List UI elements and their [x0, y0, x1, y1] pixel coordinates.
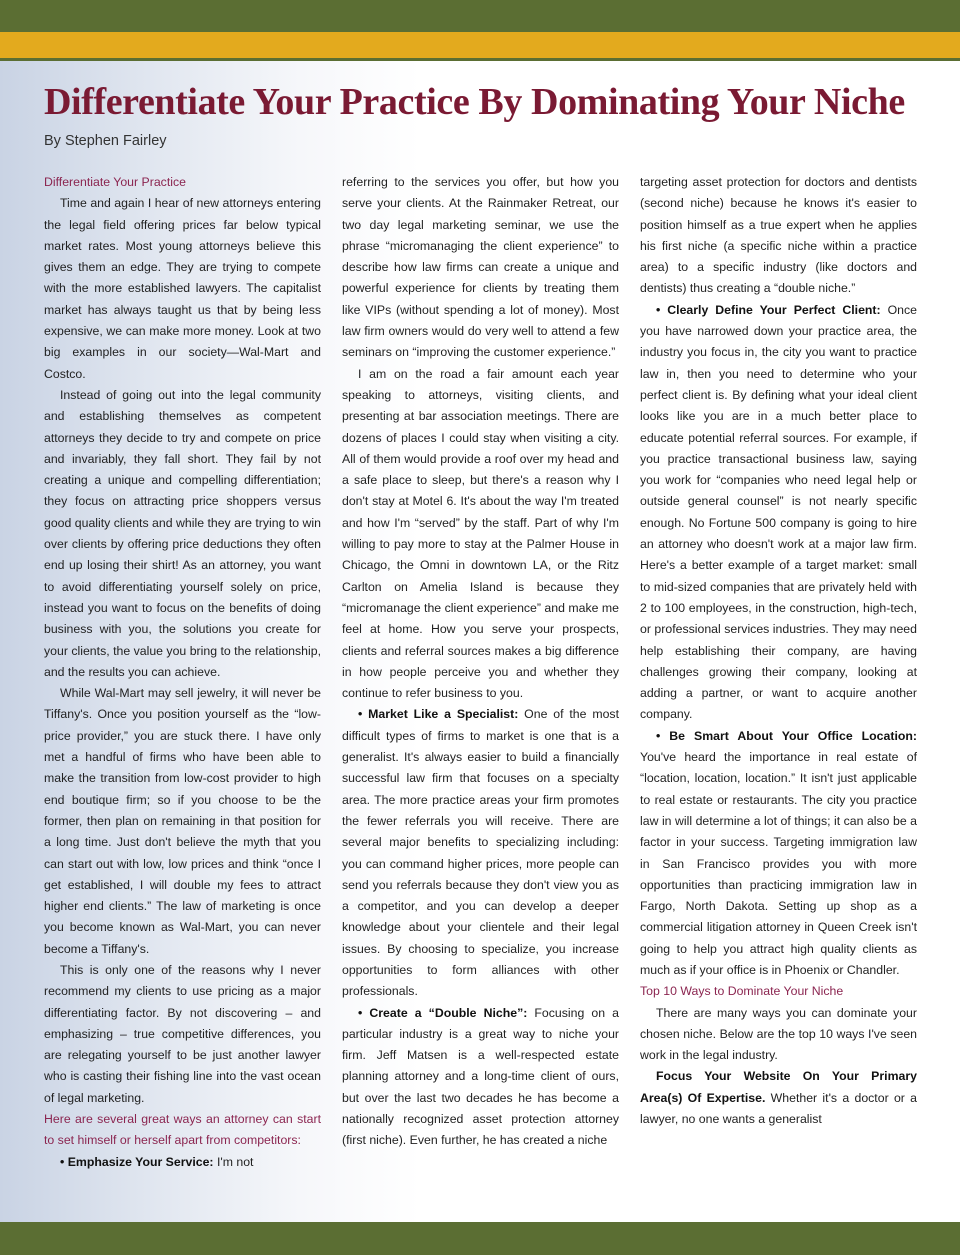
column-1: [44, 172, 321, 1196]
bullet-paragraph: [342, 704, 619, 1002]
bullet-paragraph: [640, 726, 917, 982]
section-heading: Here are several great ways an attorney can start to set himself or herself apart from competitors:: [44, 1112, 321, 1148]
footer-band: [0, 1222, 960, 1255]
header-band-green: [0, 0, 960, 32]
paragraph: I am on the road a fair amount each year speaking to attorneys, visiting clients, and presenting at bar association meetings. There are dozens of places I could stay when visiting a city. All of them would provide a roof over my head and a safe place to sleep, but there's a reason why I don't stay at Motel 6. It's about the way I'm treated and how I'm “served” by the staff. Part of why I'm willing to pay more to stay at the Palmer House in Chicago, the Omni in downtown LA, or the Ritz Carlton on Amelia Island is because they “micromanage the client experience” and make me feel at home. How you serve your prospects, clients and referral sources makes a big difference in how people perceive you and whether they continue to refer business to you.: [342, 366, 619, 701]
bullet-text: One of the most difficult types of firms to market is one that is a generalist. It's always easier to build a financially successful law firm that focuses on a specialty area. The more practice areas your firm promotes the fewer referrals you will receive. There are several major benefits to specializing including: you can command higher prices, more people can send you referrals because they don't view you as a competitor, and you can develop a deeper knowledge about your clientele and their legal issues. By choosing to specialize, you increase opportunities to form alliances with other professionals.: [342, 707, 619, 999]
bullet-lead: Focus Your Website On Your Primary Area(s) Of Expertise.: [640, 1069, 917, 1105]
bullet-paragraph: [640, 1066, 917, 1130]
bullet-paragraph: [342, 1003, 619, 1152]
paragraph: While Wal-Mart may sell jewelry, it will never be Tiffany's. Once you position yourself as the “low-price provider,” you are stuck there. I have only met a handful of firms who have been able to make the transition from low-cost provider to high end boutique firm; so if you choose to be the former, then plan on remaining in that position for a long time. Just don't believe the myth that you can start out with low, low prices and think “once I get established, I will double my fees to attract higher end clients.” The law of marketing is once you become known as Wal-Mart, you can never become a Tiffany's.: [44, 686, 321, 956]
section-heading: Differentiate Your Practice: [44, 175, 186, 189]
section-heading: Top 10 Ways to Dominate Your Niche: [640, 984, 844, 999]
paragraph: Time and again I hear of new attorneys entering the legal field offering prices far below typical market rates. Most young attorneys believe this gives them an edge. They are trying to compete with the more established lawyers. The capitalist market has always taught us that by being less expensive, we can make more money. Look at two big examples in our society—Wal-Mart and Costco.: [44, 196, 321, 381]
bullet-lead: • Clearly Define Your Perfect Client:: [656, 302, 881, 317]
bullet-lead: • Emphasize Your Service:: [60, 1154, 214, 1169]
paragraph: targeting asset protection for doctors and dentists (second niche) because he knows it's easier to position himself as a true expert when he applies his first niche (a specific niche within a practice area) to a specific industry (like doctors and dentists) thus creating a “double niche.”: [640, 175, 917, 296]
header-band-gold: [0, 32, 960, 58]
column-2: [342, 172, 619, 1196]
bullet-lead: • Market Like a Specialist:: [358, 707, 519, 722]
paragraph: This is only one of the reasons why I never recommend my clients to use pricing as a major differentiating factor. By not discovering – and emphasizing – true competitive differences, you are relegating yourself to be just another lawyer who is casting their fishing line into the vast ocean of legal marketing.: [44, 962, 321, 1105]
article-byline: By Stephen Fairley: [44, 133, 167, 149]
column-3: [640, 172, 917, 1196]
bullet-text: Whether it's a doctor or a lawyer, no one wants a generalist: [640, 1090, 917, 1127]
bullet-text: Once you have narrowed down your practice area, the industry you focus in, the city you want to practice law in, then you need to determine who your perfect client is. By defining what your ideal client looks like you are in a much better place to educate potential referral sources. For example, if you practice transactional business law, saying you work for “companies who need legal help or outside general counsel” is not nearly specific enough. No Fortune 500 company is going to hire an attorney who doesn't work at a major law firm. Here's a better example of a target market: small to mid-sized companies that are privately held with 2 to 100 employees, in the construction, high-tech, or professional services industries. They may need help establishing their company, are having challenges growing their company, looking at adding a partner, or want to acquire another company.: [640, 302, 917, 722]
bullet-lead: • Create a “Double Niche”:: [358, 1005, 528, 1020]
paragraph: Instead of going out into the legal community and establishing themselves as competent attorneys they decide to try and compete on price and invariably, they fall short. They fail by not creating a unique and compelling differentiation; they focus on attracting price shoppers versus good quality clients and while they are trying to win over clients by offering price deductions they often end up losing their shirt! As an attorney, you want to avoid differentiating yourself solely on price, instead you want to focus on the benefits of doing business with you, the solutions you create for your clients, the value you bring to the relationship, and the results you can achieve.: [44, 387, 321, 679]
bullet-text: You've heard the importance in real estate of “location, location, location.” It isn't just applicable to real estate or restaurants. The city you practice law in will determine a lot of things; it can also be a factor in your success. Targeting immigration law in San Francisco provides you with more opportunities than practicing immigration law in Fargo, North Dakota. Setting up shop as a commercial litigation attorney in Queen Creek isn't going to help you attract high quality clients as much as if your office is in Phoenix or Chandler.: [640, 750, 917, 977]
bullet-text: Focusing on a particular industry is a great way to niche your firm. Jeff Matsen is a well-respected estate planning attorney and a long-time client of ours, but over the last two decades he has become a nationally recognized asset protection attorney (first niche). Even further, he has created a niche: [342, 1005, 619, 1148]
paragraph: There are many ways you can dominate your chosen niche. Below are the top 10 ways I've seen work in the legal industry.: [640, 1005, 917, 1063]
paragraph: referring to the services you offer, but how you serve your clients. At the Rainmaker Retreat, our two day legal marketing seminar, we use the phrase “micromanaging the client experience” to describe how law firms can create a unique and powerful experience for clients by treating them like VIPs (without spending a lot of money). Most law firm owners would do very well to attend a few seminars on “improving the customer experience.”: [342, 175, 619, 360]
bullet-paragraph: [640, 300, 917, 726]
bullet-paragraph: [44, 1152, 321, 1173]
bullet-text: I'm not: [213, 1154, 254, 1169]
header-band-rule: [0, 58, 960, 61]
article-title: Differentiate Your Practice By Dominating Your Niche: [44, 81, 905, 123]
bullet-lead: • Be Smart About Your Office Location:: [656, 728, 917, 743]
